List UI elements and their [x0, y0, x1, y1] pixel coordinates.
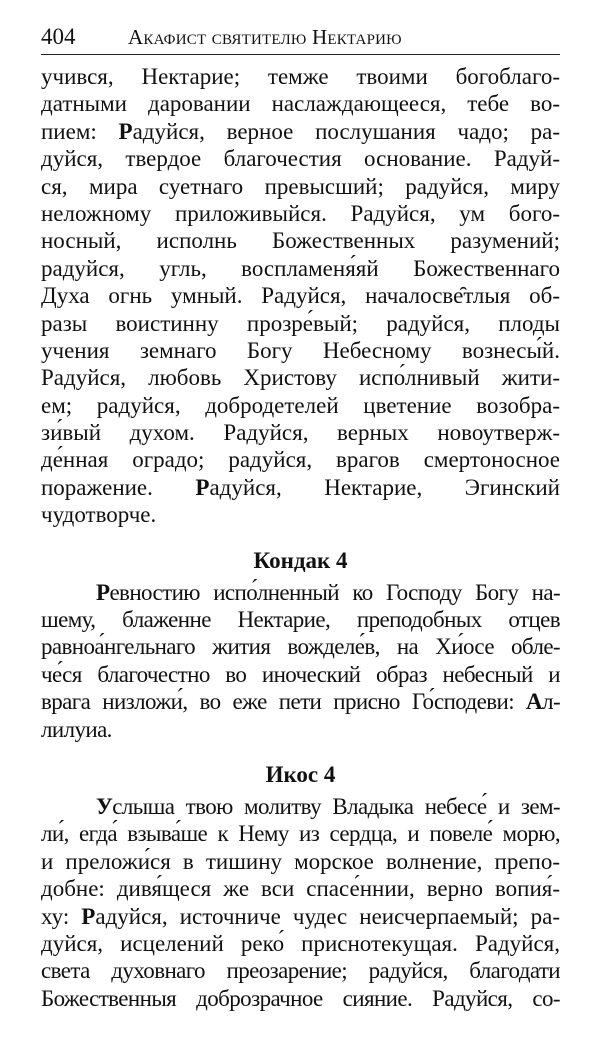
text-segment: ху:: [41, 903, 82, 929]
text-line: радуйся, угль, воспламеня́яй Божественнаго: [41, 255, 560, 281]
page-number: 404: [41, 24, 76, 49]
text-line: ли́, егда́ взыва́ше к Нему из сердца, и повеле́ морю,: [41, 821, 560, 847]
text-line: дуйся, исцелений реко́ приснотекущая. Радуйся,: [41, 930, 560, 956]
text-line: [41, 579, 560, 606]
bold-initial: У: [96, 793, 113, 819]
text-line: Божественныя доброзрачное сияние. Радуйся, со-: [41, 985, 560, 1011]
text-line: разы воистинну прозре́вый; радуйся, плоды: [41, 310, 560, 336]
text-line: равноа́нгельнаго жития вожделе́в, на Хи́осе обле-: [41, 634, 560, 660]
text-segment: пием:: [41, 118, 119, 144]
text-segment: евностию испо́лненный ко Господу Богу на-: [109, 579, 560, 605]
text-line: ся, мира суетнаго превысший; радуйся, миру: [41, 173, 560, 199]
page-body: [41, 63, 560, 1012]
text-line: де́нная оградо; радуйся, врагов смертоносное: [41, 447, 560, 473]
text-line: датными даровании наслаждающееся, тебе во-: [41, 91, 560, 117]
page-header: [41, 22, 560, 55]
text-line: зи́вый духом. Радуйся, верных новоутверж-: [41, 420, 560, 446]
text-line: света духовнаго преозарение; радуйся, благодати: [41, 958, 560, 984]
text-segment: адуйся, верное послушания чадо; ра-: [132, 118, 560, 144]
section-heading: Икос 4: [265, 761, 336, 787]
text-line: лилуиа.: [41, 716, 112, 742]
text-line: учився, Нектарие; темже твоими богоблаго-: [41, 64, 560, 89]
text-segment: поражение.: [41, 474, 196, 500]
bold-initial: Р: [96, 579, 110, 605]
text-line: шему, блаженне Нектарие, преподобных отцев: [41, 607, 560, 633]
text-line: [41, 793, 560, 820]
text-line: [41, 118, 560, 145]
ikos-4: [41, 757, 560, 1012]
text-line: учения земнаго Богу Небесному вознесы́й.: [41, 337, 560, 363]
text-line: Духа огнь умный. Радуйся, началосве̑тлыя об-: [41, 283, 560, 309]
text-segment: адуйся, источниче чудес неисчерпаемый; ра-: [95, 903, 560, 929]
text-line: чудотворче.: [41, 502, 157, 528]
bold-initial: А: [526, 689, 543, 715]
text-line: [41, 688, 560, 715]
bold-initial: Р: [81, 903, 96, 929]
bold-initial: Р: [195, 474, 210, 500]
text-segment: врага низложи́, во еже пети присно Го́сподеви:: [41, 689, 527, 715]
text-line: Радуйся, любовь Христову испо́лнивый жити-: [41, 365, 560, 391]
running-title: Акафист святителю Нектарию: [128, 25, 402, 49]
text-line: ем; радуйся, добродетелей цветение возобра-: [41, 392, 560, 418]
kontakion-4: [41, 543, 560, 743]
text-segment: слыша твою молитву Владыка небесе́ и зем-: [112, 793, 560, 819]
book-page: [41, 22, 560, 1012]
text-line: [41, 474, 560, 501]
text-line: [41, 903, 560, 930]
text-segment: л-: [542, 689, 560, 715]
bold-initial: Р: [118, 118, 133, 144]
section-heading: Кондак 4: [253, 547, 348, 573]
text-line: неложному приложивыйся. Радуйся, ум бого-: [41, 200, 560, 226]
ikos3-continuation: [41, 63, 560, 529]
text-line: че́ся благочестно во иноческий образ небесный и: [41, 661, 560, 687]
text-line: добне: дивя́щеся же вси спасе́ннии, верно вопия́-: [41, 876, 560, 902]
text-line: и преложи́ся в тишину морское волнение, препо-: [41, 848, 560, 874]
text-line: дуйся, твердое благочестия основание. Радуй-: [41, 146, 560, 172]
text-segment: адуйся, Нектарие, Эгинский: [209, 474, 560, 500]
text-line: носный, исполнь Божественных разумений;: [41, 228, 560, 254]
